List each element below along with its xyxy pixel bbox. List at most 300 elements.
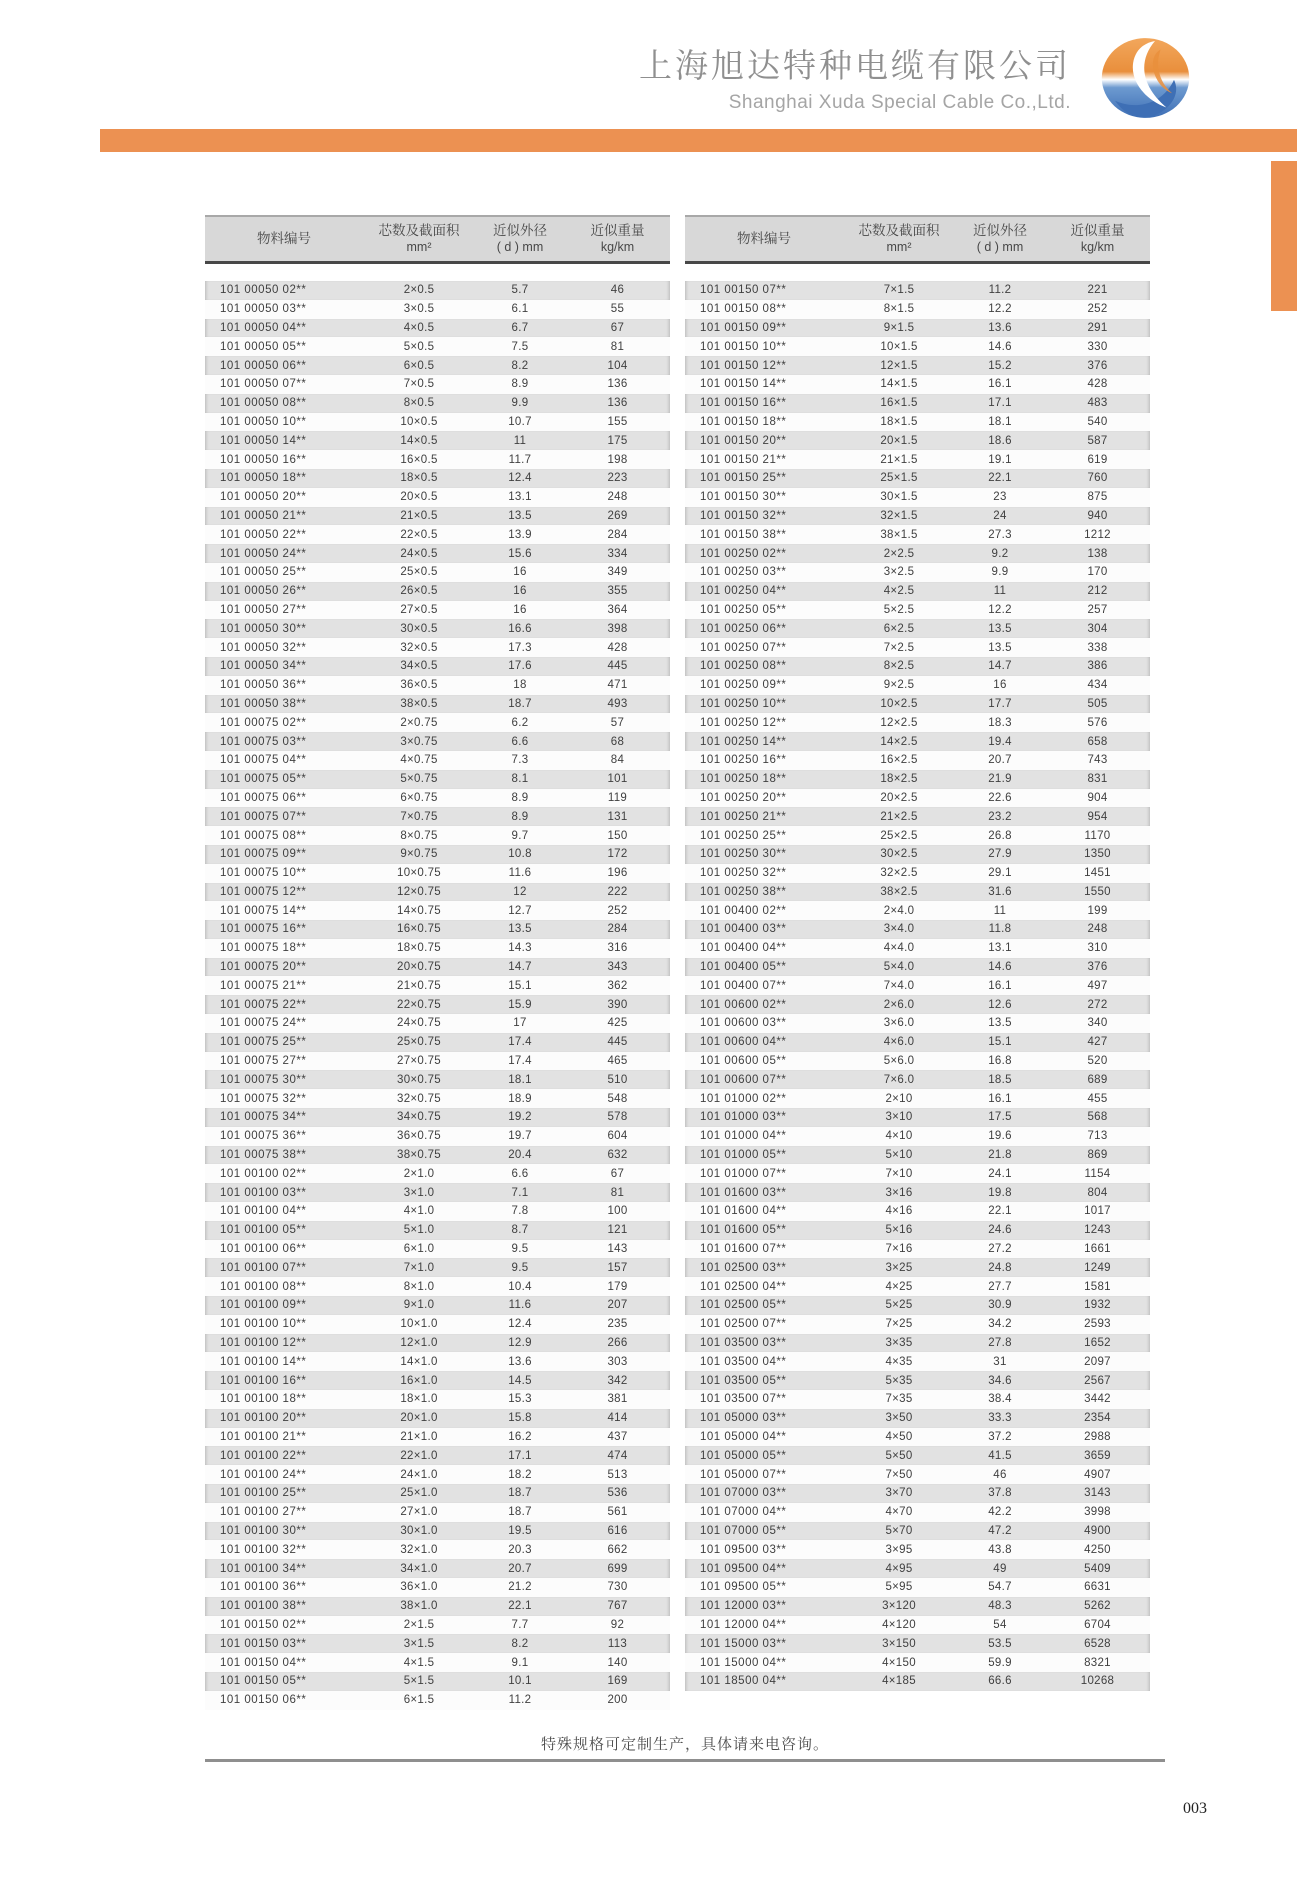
weight-cell: 804 [1087,1186,1108,1199]
table-row [205,976,670,995]
table-row [205,375,670,394]
weight-cell: 561 [607,1506,628,1519]
table-row [205,1672,670,1691]
outer-diameter-cell: 13.5 [988,622,1012,635]
table-row [685,751,1150,770]
table-row [685,939,1150,958]
part-number-cell: 101 02500 07** [700,1318,787,1331]
part-number-cell: 101 00050 10** [220,415,307,428]
table-row [685,1578,1150,1597]
table-row [205,1127,670,1146]
outer-diameter-cell: 18 [513,679,527,692]
part-number-cell: 101 00600 02** [700,998,787,1011]
weight-cell: 284 [607,923,628,936]
table-row [685,1258,1150,1277]
outer-diameter-cell: 34.2 [988,1318,1012,1331]
outer-diameter-cell: 9.9 [511,397,529,410]
weight-cell: 6528 [1084,1637,1111,1650]
table-row [685,1089,1150,1108]
cores-area-cell: 24×0.5 [400,547,438,560]
part-number-cell: 101 00600 05** [700,1055,787,1068]
outer-diameter-cell: 59.9 [988,1656,1012,1669]
outer-diameter-cell: 8.9 [511,810,529,823]
cores-area-cell: 4×50 [885,1431,913,1443]
cores-area-cell: 21×1.0 [400,1431,438,1443]
table-body [685,281,1150,1691]
part-number-cell: 101 00075 38** [220,1149,307,1162]
outer-diameter-cell: 18.7 [508,1487,532,1500]
cores-area-cell: 20×1.5 [880,434,918,447]
cores-area-cell: 24×0.75 [397,1017,441,1030]
cores-area-cell: 7×1.5 [883,284,915,297]
part-number-cell: 101 00075 05** [220,773,307,786]
page-number: 003 [1183,1800,1207,1817]
part-number-cell: 101 00250 32** [700,867,787,880]
part-number-cell: 101 05000 03** [700,1412,787,1425]
outer-diameter-cell: 18.7 [508,697,532,710]
weight-cell: 483 [1087,397,1108,410]
col-header-weight: 近似重量 kg/km [1070,223,1125,254]
cores-area-cell: 16×1.5 [880,397,918,410]
cores-area-cell: 7×35 [885,1393,913,1406]
part-number-cell: 101 00100 14** [220,1355,307,1368]
outer-diameter-cell: 17.1 [988,397,1012,410]
outer-diameter-cell: 7.7 [511,1618,529,1631]
cores-area-cell: 12×0.75 [397,885,441,898]
part-number-cell: 101 00250 02** [700,547,787,560]
table-row [205,920,670,939]
outer-diameter-cell: 13.5 [988,641,1012,654]
part-number-cell: 101 00050 36** [220,679,307,692]
cores-area-cell: 25×1.5 [880,472,918,485]
part-number-cell: 101 00100 05** [220,1224,307,1237]
cores-area-cell: 7×25 [885,1318,913,1331]
part-number-cell: 101 00150 25** [700,472,787,485]
spec-table-left [205,215,670,1710]
company-brand [639,36,1071,114]
col-header-part-number: 物料编号 [737,230,791,246]
table-row [685,1108,1150,1127]
part-number-cell: 101 01000 07** [700,1167,787,1180]
outer-diameter-cell: 13.1 [508,491,532,504]
cores-area-cell: 12×1.0 [400,1337,438,1350]
part-number-cell: 101 00050 26** [220,585,307,598]
table-row [685,469,1150,488]
table-row [205,1164,670,1183]
outer-diameter-cell: 17.4 [508,1055,532,1068]
cores-area-cell: 5×1.5 [403,1675,435,1688]
table-row [685,1221,1150,1240]
table-row [685,1634,1150,1653]
part-number-cell: 101 00250 30** [700,848,787,861]
cores-area-cell: 5×4.0 [883,961,915,974]
part-number-cell: 101 02500 05** [700,1299,787,1312]
outer-diameter-cell: 19.2 [508,1111,532,1124]
part-number-cell: 101 07000 05** [700,1524,787,1537]
cores-area-cell: 4×16 [885,1205,913,1218]
part-number-cell: 101 05000 05** [700,1449,787,1462]
table-row [685,1597,1150,1616]
part-number-cell: 101 01000 04** [700,1130,787,1143]
cores-area-cell: 36×0.5 [400,679,438,692]
cores-area-cell: 7×16 [885,1243,913,1256]
cores-area-cell: 4×10 [885,1130,913,1143]
table-row [205,1465,670,1484]
cores-area-cell: 14×0.5 [400,434,438,447]
weight-cell: 364 [607,603,628,616]
weight-cell: 2354 [1084,1412,1111,1425]
table-row [205,807,670,826]
outer-diameter-cell: 23.2 [988,810,1012,823]
weight-cell: 55 [610,303,625,316]
table-row [685,1052,1150,1071]
outer-diameter-cell: 18.5 [988,1073,1012,1086]
cores-area-cell: 16×0.75 [397,923,441,936]
table-row [205,1634,670,1653]
outer-diameter-cell: 15.6 [508,547,532,560]
cores-area-cell: 20×0.75 [397,961,441,974]
weight-cell: 568 [1087,1111,1108,1124]
part-number-cell: 101 00100 04** [220,1205,307,1218]
outer-diameter-cell: 15.8 [508,1412,532,1425]
cores-area-cell: 2×0.5 [403,284,435,297]
weight-cell: 662 [607,1543,628,1556]
part-number-cell: 101 00100 09** [220,1299,307,1312]
table-row [685,901,1150,920]
outer-diameter-cell: 33.3 [988,1412,1012,1425]
weight-cell: 155 [607,415,628,428]
outer-diameter-cell: 13.5 [508,923,532,936]
part-number-cell: 101 00050 25** [220,566,307,579]
outer-diameter-cell: 10.4 [508,1280,532,1293]
part-number-cell: 101 00250 07** [700,641,787,654]
part-number-cell: 101 00100 10** [220,1318,307,1331]
part-number-cell: 101 00100 06** [220,1243,307,1256]
part-number-cell: 101 00050 08** [220,397,307,410]
weight-cell: 493 [607,697,628,710]
table-row [205,1277,670,1296]
table-row [205,1409,670,1428]
cores-area-cell: 18×0.75 [397,942,441,955]
table-row [205,1578,670,1597]
table-row [685,450,1150,469]
part-number-cell: 101 00100 25** [220,1487,307,1500]
cores-area-cell: 4×185 [882,1675,916,1688]
cores-area-cell: 4×0.5 [403,321,435,334]
part-number-cell: 101 00050 30** [220,622,307,635]
table-row [685,1033,1150,1052]
outer-diameter-cell: 16.6 [508,622,532,635]
table-row [685,1559,1150,1578]
part-number-cell: 101 00075 22** [220,998,307,1011]
cores-area-cell: 5×16 [885,1224,913,1237]
outer-diameter-cell: 16.1 [988,378,1012,391]
weight-cell: 5262 [1084,1600,1111,1613]
table-row [685,1315,1150,1334]
outer-diameter-cell: 16.1 [988,979,1012,992]
part-number-cell: 101 00050 24** [220,547,307,560]
part-number-cell: 101 00250 12** [700,716,787,729]
cores-area-cell: 36×1.0 [400,1581,438,1594]
part-number-cell: 101 03500 03** [700,1337,787,1350]
part-number-cell: 101 00400 04** [700,942,787,955]
table-row [205,1540,670,1559]
part-number-cell: 101 00150 05** [220,1675,307,1688]
table-row [685,995,1150,1014]
cores-area-cell: 3×25 [885,1261,913,1274]
outer-diameter-cell: 6.1 [511,303,529,316]
table-row [685,375,1150,394]
weight-cell: 101 [607,773,628,786]
table-row [205,958,670,977]
part-number-cell: 101 00150 06** [220,1694,307,1707]
part-number-cell: 101 00250 03** [700,566,787,579]
outer-diameter-cell: 7.8 [511,1205,529,1218]
cores-area-cell: 3×150 [882,1637,916,1650]
weight-cell: 2097 [1084,1355,1111,1368]
table-row [685,1127,1150,1146]
outer-diameter-cell: 13.1 [988,942,1012,955]
outer-diameter-cell: 17.3 [508,641,532,654]
page-header [639,36,1193,143]
outer-diameter-cell: 19.4 [988,735,1012,748]
cores-area-cell: 18×1.0 [400,1393,438,1406]
weight-cell: 172 [607,848,628,861]
table-row [205,544,670,563]
part-number-cell: 101 00150 16** [700,397,787,410]
part-number-cell: 101 00075 32** [220,1092,307,1105]
weight-cell: 1350 [1084,848,1111,861]
part-number-cell: 101 00075 14** [220,904,307,917]
part-number-cell: 101 00150 21** [700,453,787,466]
part-number-cell: 101 15000 03** [700,1637,787,1650]
weight-cell: 342 [607,1374,628,1387]
cores-area-cell: 4×35 [885,1355,913,1368]
cores-area-cell: 10×2.5 [880,697,918,710]
weight-cell: 67 [610,321,625,334]
part-number-cell: 101 09500 04** [700,1562,787,1575]
weight-cell: 272 [1087,998,1108,1011]
table-row [205,901,670,920]
cores-area-cell: 16×1.0 [400,1374,438,1387]
weight-cell: 4907 [1084,1468,1111,1481]
table-body [205,281,670,1710]
weight-cell: 136 [607,397,628,410]
weight-cell: 170 [1087,566,1108,579]
weight-cell: 291 [1087,321,1108,334]
outer-diameter-cell: 12.6 [988,998,1012,1011]
table-row [205,1522,670,1541]
part-number-cell: 101 01600 04** [700,1205,787,1218]
table-row [205,864,670,883]
weight-cell: 92 [610,1618,625,1631]
outer-diameter-cell: 27.8 [988,1337,1012,1350]
part-number-cell: 101 01600 05** [700,1224,787,1237]
outer-diameter-cell: 14.6 [988,340,1012,353]
company-name-english: Shanghai Xuda Special Cable Co.,Ltd. [728,92,1071,114]
table-row [205,770,670,789]
weight-cell: 303 [607,1355,628,1368]
part-number-cell: 101 12000 04** [700,1618,787,1631]
weight-cell: 200 [607,1694,628,1707]
weight-cell: 713 [1087,1130,1108,1143]
weight-cell: 212 [1087,585,1108,598]
cores-area-cell: 6×1.5 [403,1694,435,1707]
part-number-cell: 101 00075 06** [220,791,307,804]
outer-diameter-cell: 12.4 [508,1318,532,1331]
weight-cell: 414 [607,1412,628,1425]
table-row [685,732,1150,751]
outer-diameter-cell: 6.6 [511,735,529,748]
outer-diameter-cell: 12.4 [508,472,532,485]
outer-diameter-cell: 17.5 [988,1111,1012,1124]
weight-cell: 471 [607,679,628,692]
weight-cell: 875 [1087,491,1108,504]
part-number-cell: 101 00400 03** [700,923,787,936]
weight-cell: 1451 [1084,867,1111,880]
table-header [205,215,670,264]
part-number-cell: 101 00075 16** [220,923,307,936]
outer-diameter-cell: 22.1 [508,1600,532,1613]
part-number-cell: 101 00050 20** [220,491,307,504]
cores-area-cell: 25×0.75 [397,1036,441,1049]
outer-diameter-cell: 14.7 [508,961,532,974]
weight-cell: 497 [1087,979,1108,992]
part-number-cell: 101 00075 08** [220,829,307,842]
cores-area-cell: 5×6.0 [883,1055,915,1068]
table-row [205,1014,670,1033]
cores-area-cell: 10×1.5 [880,340,918,353]
weight-cell: 578 [607,1111,628,1124]
weight-cell: 2988 [1084,1431,1111,1443]
part-number-cell: 101 00050 32** [220,641,307,654]
cores-area-cell: 10×0.5 [400,415,438,428]
cores-area-cell: 21×1.5 [880,453,918,466]
weight-cell: 445 [607,660,628,673]
part-number-cell: 101 05000 04** [700,1431,787,1443]
part-number-cell: 101 00150 04** [220,1656,307,1669]
outer-diameter-cell: 11 [993,904,1007,917]
weight-cell: 179 [607,1280,628,1293]
table-row [685,1672,1150,1691]
part-number-cell: 101 00150 18** [700,415,787,428]
part-number-cell: 101 00050 27** [220,603,307,616]
cores-area-cell: 5×95 [885,1581,913,1594]
part-number-cell: 101 00100 24** [220,1468,307,1481]
weight-cell: 57 [610,716,625,729]
weight-cell: 536 [607,1487,628,1500]
part-number-cell: 101 00050 06** [220,359,307,372]
cores-area-cell: 3×2.5 [883,566,915,579]
table-row [205,563,670,582]
table-row [685,319,1150,338]
cores-area-cell: 8×1.5 [883,303,915,316]
part-number-cell: 101 00050 14** [220,434,307,447]
cores-area-cell: 38×0.75 [397,1149,441,1162]
table-row [205,1559,670,1578]
table-row [685,356,1150,375]
cores-area-cell: 4×70 [885,1506,913,1519]
weight-cell: 1154 [1084,1167,1111,1180]
part-number-cell: 101 00050 22** [220,528,307,541]
outer-diameter-cell: 7.1 [511,1186,529,1199]
cores-area-cell: 32×1.0 [400,1543,438,1556]
cores-area-cell: 2×1.5 [403,1618,435,1631]
weight-cell: 113 [607,1637,628,1650]
table-row [685,657,1150,676]
table-row [205,1428,670,1447]
table-row [205,676,670,695]
weight-cell: 257 [1087,603,1108,616]
part-number-cell: 101 00150 30** [700,491,787,504]
weight-cell: 465 [607,1055,628,1068]
cores-area-cell: 9×0.75 [400,848,438,861]
table-row [685,281,1150,300]
weight-cell: 266 [607,1337,628,1350]
weight-cell: 760 [1087,472,1108,485]
weight-cell: 207 [607,1299,628,1312]
cores-area-cell: 8×1.0 [403,1280,435,1293]
weight-cell: 68 [610,735,625,748]
part-number-cell: 101 07000 03** [700,1487,787,1500]
table-row [685,563,1150,582]
weight-cell: 104 [607,359,628,372]
weight-cell: 689 [1087,1073,1108,1086]
col-header-cores-area: 芯数及截面积 mm² [858,223,940,254]
part-number-cell: 101 00075 24** [220,1017,307,1030]
outer-diameter-cell: 8.7 [511,1224,529,1237]
part-number-cell: 101 01000 05** [700,1149,787,1162]
cores-area-cell: 4×4.0 [883,942,915,955]
part-number-cell: 101 00100 18** [220,1393,307,1406]
part-number-cell: 101 00250 06** [700,622,787,635]
outer-diameter-cell: 21.9 [988,773,1012,786]
outer-diameter-cell: 19.5 [508,1524,532,1537]
weight-cell: 138 [1087,547,1108,560]
cores-area-cell: 7×6.0 [883,1073,915,1086]
table-row [685,1183,1150,1202]
weight-cell: 150 [607,829,628,842]
part-number-cell: 101 00050 04** [220,321,307,334]
part-number-cell: 101 00400 07** [700,979,787,992]
weight-cell: 427 [1087,1036,1108,1049]
outer-diameter-cell: 18.9 [508,1092,532,1105]
outer-diameter-cell: 18.7 [508,1506,532,1519]
weight-cell: 767 [607,1600,628,1613]
part-number-cell: 101 00100 22** [220,1449,307,1462]
outer-diameter-cell: 49 [993,1562,1007,1575]
cores-area-cell: 32×2.5 [880,867,918,880]
table-row [685,845,1150,864]
outer-diameter-cell: 6.6 [511,1167,529,1180]
outer-diameter-cell: 13.6 [508,1355,532,1368]
outer-diameter-cell: 12.2 [988,303,1012,316]
table-row [205,1352,670,1371]
cores-area-cell: 3×35 [885,1337,913,1350]
table-row [685,770,1150,789]
weight-cell: 455 [1087,1092,1108,1105]
outer-diameter-cell: 8.2 [511,1637,529,1650]
table-row [205,1390,670,1409]
weight-cell: 619 [1087,453,1108,466]
weight-cell: 355 [607,585,628,598]
outer-diameter-cell: 31 [993,1355,1007,1368]
cores-area-cell: 4×120 [882,1618,916,1631]
cores-area-cell: 5×35 [885,1374,913,1387]
page-edge-tab [1271,161,1297,311]
part-number-cell: 101 00100 07** [220,1261,307,1274]
table-row [205,582,670,601]
